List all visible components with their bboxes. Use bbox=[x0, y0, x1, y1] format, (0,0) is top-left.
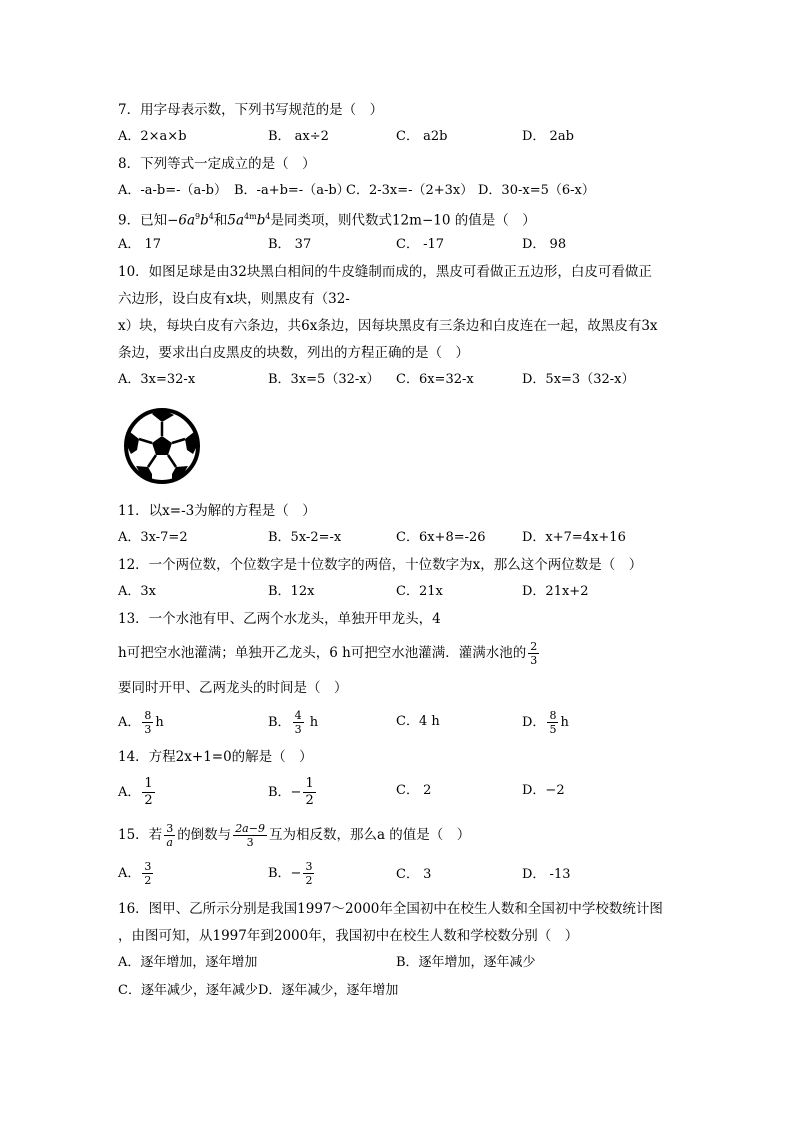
q16-option-cd: C．逐年减少，逐年减少D．逐年减少，逐年增加 bbox=[118, 983, 399, 998]
fraction-numerator: 3 bbox=[305, 860, 313, 873]
fraction-denominator: 3 bbox=[530, 654, 538, 667]
q15-option-d: D． -13 bbox=[522, 867, 571, 882]
q16-line2: ，由图可知，从1997年到2000年，我国初中在校生人数和学校数分别（ ） bbox=[118, 928, 579, 944]
fraction-denominator: 3 bbox=[246, 836, 254, 849]
q15-stem-post: 互为相反数，那么a 的值是（ ） bbox=[268, 827, 471, 843]
fraction-denominator: 3 bbox=[294, 723, 302, 736]
q15-stem bbox=[118, 822, 470, 849]
q13-option-b bbox=[268, 709, 318, 736]
q7-option-d: D． 2ab bbox=[522, 129, 574, 144]
q13-line1: 13．一个水池有甲、乙两个水龙头，单独开甲龙头，4 bbox=[118, 611, 441, 627]
q13-line2-text: h可把空水池灌满；单独开乙龙头，6 h可把空水池灌满．灌满水池的 bbox=[118, 645, 527, 661]
q12-option-b: B．12x bbox=[268, 584, 315, 599]
q15-stem-mid: 的倒数与 bbox=[177, 827, 232, 843]
fraction-numerator: 2 bbox=[530, 640, 538, 653]
q13-line3: 要同时开甲、乙两龙头的时间是（ ） bbox=[118, 680, 348, 696]
q9-option-d: D． 98 bbox=[522, 237, 567, 252]
q10-option-b: B．3x=5（32-x） bbox=[268, 372, 380, 387]
fraction-denominator: 2 bbox=[305, 793, 314, 808]
q11-option-a: A．3x-7=2 bbox=[118, 530, 188, 545]
q8-option-b: B．-a+b=-（a-b） bbox=[234, 183, 350, 198]
q11-option-b: B．5x-2=-x bbox=[268, 530, 342, 545]
option-label: A． bbox=[118, 866, 141, 881]
q10-line1: 10．如图足球是由32块黑白相间的牛皮缝制而成的，黑皮可看做正五边形，白皮可看做正 bbox=[118, 264, 652, 280]
fraction-numerator: 3 bbox=[144, 860, 152, 873]
q9-term2: 5a bbox=[227, 212, 245, 229]
fraction-numerator: 1 bbox=[144, 776, 153, 791]
q10-option-d: D．5x=3（32-x） bbox=[522, 372, 635, 387]
q16-option-b: B．逐年增加，逐年减少 bbox=[396, 955, 536, 970]
q13-option-c: C．4 h bbox=[396, 714, 440, 729]
q8-option-c: C．2-3x=-（2+3x） bbox=[346, 183, 474, 198]
q11-option-c: C．6x+8=-26 bbox=[396, 530, 486, 545]
fraction-numerator: 3 bbox=[166, 822, 174, 835]
option-label: B．− bbox=[268, 866, 302, 881]
q9-term1-exp: 9 bbox=[195, 212, 201, 221]
fraction-denominator: 2 bbox=[305, 874, 313, 887]
q14-option-b bbox=[268, 776, 318, 809]
q9-term2-exp2: 4 bbox=[265, 212, 271, 221]
q7-stem: 7．用字母表示数，下列书写规范的是（ ） bbox=[118, 102, 384, 118]
fraction-numerator: 8 bbox=[144, 709, 152, 722]
option-unit: h bbox=[560, 715, 569, 730]
q15-option-a bbox=[118, 860, 155, 887]
q9-option-c: C． -17 bbox=[396, 237, 445, 252]
q9-stem-pre: 9．已知 bbox=[118, 212, 168, 229]
q12-option-c: C．21x bbox=[396, 584, 443, 599]
soccer-ball-figure bbox=[122, 406, 202, 486]
option-label: B．− bbox=[268, 785, 302, 800]
option-unit: h bbox=[305, 715, 319, 730]
q9-term2-exp: 4m bbox=[244, 212, 257, 221]
fraction-numerator: 8 bbox=[549, 709, 557, 722]
q8-option-d: D．30-x=5（6-x） bbox=[478, 183, 595, 198]
fraction-denominator: 5 bbox=[549, 723, 557, 736]
q12-option-a: A．3x bbox=[118, 584, 156, 599]
q10-line3: x）块，每块白皮有六条边，共6x条边，因每块黑皮有三条边和白皮连在一起，故黑皮有3x bbox=[118, 318, 658, 334]
q15-option-b bbox=[268, 860, 316, 887]
fraction-denominator: a bbox=[166, 836, 173, 849]
q10-option-c: C．6x=32-x bbox=[396, 372, 474, 387]
q14-stem: 14．方程2x+1=0的解是（ ） bbox=[118, 749, 313, 765]
q10-line4: 条边，要求出白皮黑皮的块数，列出的方程正确的是（ ） bbox=[118, 345, 469, 361]
q9-option-a: A． 17 bbox=[118, 237, 162, 252]
q12-stem: 12．一个两位数，个位数字是十位数字的两倍，十位数字为x，那么这个两位数是（ ） bbox=[118, 557, 643, 573]
q14-option-c: C． 2 bbox=[396, 783, 432, 798]
fraction-denominator: 2 bbox=[144, 793, 153, 808]
q8-stem: 8．下列等式一定成立的是（ ） bbox=[118, 156, 316, 172]
fraction-numerator: 4 bbox=[294, 709, 302, 722]
q11-option-d: D．x+7=4x+16 bbox=[522, 530, 626, 545]
q15-stem-pre: 15．若 bbox=[118, 827, 163, 843]
q16-line1: 16．图甲、乙所示分别是我国1997～2000年全国初中在校生人数和全国初中学校数统计图 bbox=[118, 901, 663, 917]
q9-stem bbox=[118, 208, 536, 230]
option-label: A． bbox=[118, 715, 141, 730]
q14-option-d: D．−2 bbox=[522, 783, 565, 798]
option-label: A． bbox=[118, 785, 141, 800]
fraction-numerator: 1 bbox=[305, 776, 314, 791]
q8-option-a: A．-a-b=-（a-b） bbox=[118, 183, 227, 198]
q9-stem-post: 是同类项，则代数式12m−10 的值是（ ） bbox=[270, 212, 536, 229]
q9-term1: −6a bbox=[167, 212, 196, 229]
q9-term1-exp2: 4 bbox=[208, 212, 214, 221]
option-unit: h bbox=[155, 715, 164, 730]
q13-option-d bbox=[522, 709, 569, 736]
q11-stem: 11．以x=-3为解的方程是（ ） bbox=[118, 503, 316, 519]
fraction-denominator: 3 bbox=[144, 723, 152, 736]
q10-line2: 六边形，设白皮有x块，则黑皮有（32- bbox=[118, 291, 350, 307]
q7-option-b: B． ax÷2 bbox=[268, 129, 329, 144]
q9-term2-b: b bbox=[256, 212, 266, 229]
q10-option-a: A．3x=32-x bbox=[118, 372, 196, 387]
q15-option-c: C． 3 bbox=[396, 867, 432, 882]
option-label: B． bbox=[268, 715, 291, 730]
fraction-numerator: 2a−9 bbox=[235, 822, 265, 835]
q9-option-b: B． 37 bbox=[268, 237, 312, 252]
q13-fraction bbox=[528, 640, 539, 667]
q9-mid: 和 bbox=[213, 212, 228, 229]
q13-line2 bbox=[118, 640, 541, 667]
q13-option-a bbox=[118, 709, 164, 736]
fraction-denominator: 2 bbox=[144, 874, 152, 887]
option-label: D． bbox=[522, 715, 546, 730]
q9-term1-b: b bbox=[200, 212, 209, 229]
q7-option-c: C． a2b bbox=[396, 129, 448, 144]
q16-option-a: A．逐年增加，逐年增加 bbox=[118, 955, 258, 970]
q12-option-d: D．21x+2 bbox=[522, 584, 589, 599]
q14-option-a bbox=[118, 776, 157, 809]
q7-option-a: A．2×a×b bbox=[118, 129, 187, 144]
